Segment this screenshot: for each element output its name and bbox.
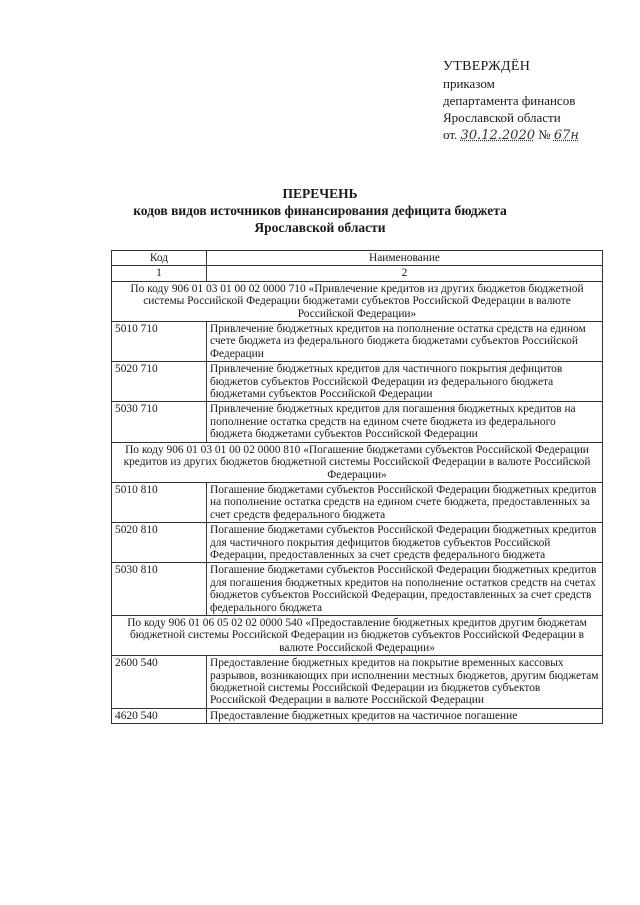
row-code: 5030 810 [112, 563, 207, 616]
codes-table [111, 250, 603, 724]
table-column-numbers-row [112, 266, 603, 281]
group-row [112, 615, 603, 655]
table-row [112, 362, 603, 402]
row-code: 5030 710 [112, 402, 207, 442]
approval-date-line: от. 30.12.2020 № 67н [443, 127, 579, 143]
row-name: Привлечение бюджетных кредитов для погашения бюджетных кредитов на пополнение остатка средств на едином счете бюджета из федерального бюджета бюджетами субъектов Российской Федерации [207, 402, 603, 442]
row-name: Погашение бюджетами субъектов Российской Федерации бюджетных кредитов для частичного покрытия дефицитов бюджетов субъектов Российской Федерации, предоставленных за счет средств федерального бюджета [207, 523, 603, 563]
number-prefix: № [538, 127, 551, 142]
date-prefix: от [443, 127, 455, 142]
row-code: 4620 540 [112, 708, 207, 723]
header-code: Код [112, 251, 207, 266]
approval-region-line: Ярославской области [443, 110, 561, 125]
document-heading [100, 185, 540, 236]
approval-title: УТВЕРЖДЁН [443, 59, 531, 74]
group-title: По коду 906 01 03 01 00 02 0000 810 «Погашение бюджетами субъектов Российской Федерации кредитов из других бюджетов бюджетной системы Российской Федерации в валюте Российской Федерации» [112, 442, 603, 482]
approval-order-line: приказом [443, 76, 495, 91]
row-name: Привлечение бюджетных кредитов для частичного покрытия дефицитов бюджетов субъектов Российской Федерации из федерального бюджета бюджетами субъектов Российской Федерации [207, 362, 603, 402]
table-row [112, 402, 603, 442]
table-row [112, 656, 603, 709]
row-code: 5020 710 [112, 362, 207, 402]
heading-subtitle: кодов видов источников финансирования дефицита бюджета [133, 203, 507, 218]
group-title: По коду 906 01 03 01 00 02 0000 710 «Привлечение кредитов из других бюджетов бюджетной системы Российской Федерации бюджетами субъектов Российской Федерации в валюте Российской Федерации» [112, 281, 603, 321]
row-name: Предоставление бюджетных кредитов на частичное погашение [207, 708, 603, 723]
table-row [112, 523, 603, 563]
table-header-row [112, 251, 603, 266]
row-code: 5010 810 [112, 482, 207, 522]
column-number-2: 2 [207, 266, 603, 281]
row-name: Предоставление бюджетных кредитов на покрытие временных кассовых разрывов, возникающих при исполнении местных бюджетов, другим бюджетам бюджетной системы Российской Федерации из бюджетов субъектов Российской Федерации в валюте Российской Федерации [207, 656, 603, 709]
table-row [112, 708, 603, 723]
group-row [112, 281, 603, 321]
approval-date: 30.12.2020 [460, 128, 535, 143]
column-number-1: 1 [112, 266, 207, 281]
row-code: 2600 540 [112, 656, 207, 709]
table-row [112, 563, 603, 616]
header-name: Наименование [207, 251, 603, 266]
group-row [112, 442, 603, 482]
heading-region: Ярославской области [254, 220, 386, 235]
row-name: Погашение бюджетами субъектов Российской Федерации бюджетных кредитов на пополнение остатка средств на едином счете бюджета, предоставленных за счет средств федерального бюджета [207, 482, 603, 522]
row-name: Погашение бюджетами субъектов Российской Федерации бюджетных кредитов для погашения бюджетных кредитов на пополнение остатков средств на счетах бюджетов субъектов Российской Федерации, предоставленных за счет средств федерального бюджета [207, 563, 603, 616]
row-name: Привлечение бюджетных кредитов на пополнение остатка средств на едином счете бюджета из федерального бюджета бюджетами субъектов Российской Федерации [207, 322, 603, 362]
approval-block [443, 58, 623, 144]
approval-number: 67н [553, 128, 579, 143]
row-code: 5010 710 [112, 322, 207, 362]
heading-title: ПЕРЕЧЕНЬ [282, 186, 358, 201]
table-row [112, 322, 603, 362]
group-title: По коду 906 01 06 05 02 02 0000 540 «Предоставление бюджетных кредитов другим бюджетам бюджетной системы Российской Федерации из бюджетов субъектов Российской Федерации в валюте Российской Федерации» [112, 615, 603, 655]
row-code: 5020 810 [112, 523, 207, 563]
approval-department-line: департамента финансов [443, 93, 576, 108]
table-row [112, 482, 603, 522]
